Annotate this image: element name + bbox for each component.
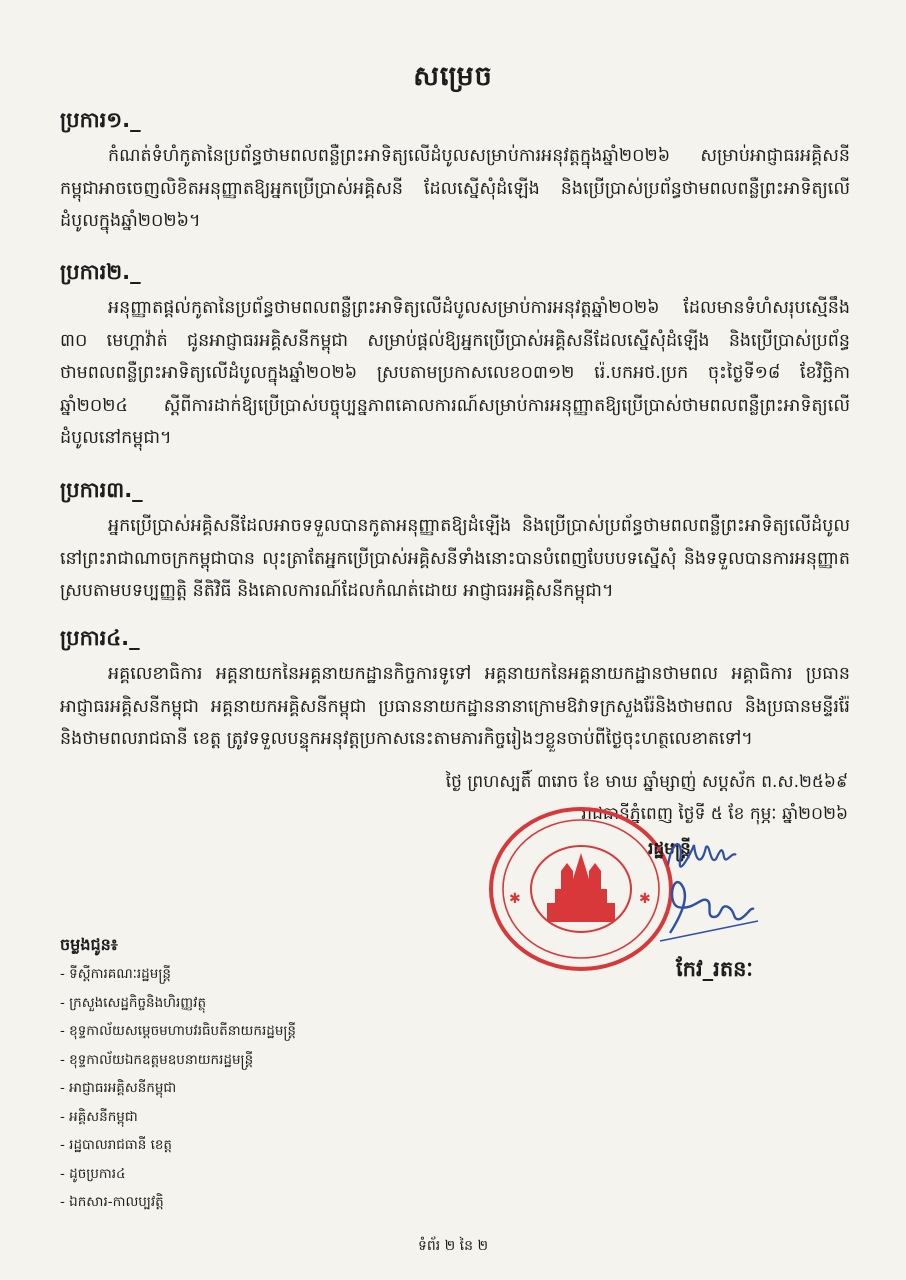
cc-list-section — [60, 930, 440, 1217]
article-heading: ប្រការ១._ — [60, 108, 141, 132]
page-number: ទំព័រ ២ នៃ ២ — [417, 1238, 489, 1254]
article-text: អ្នកប្រើប្រាស់អគ្គិសនីដែលអាចទទួលបានកូតាអនុញ្ញាតឱ្យដំឡើង និងប្រើប្រាស់ប្រព័ន្ធថាមពលពន្លឺព្រះអាទិត្យលើដំបូលនៅព្រះរាជាណាចក្រកម្ពុជាបាន លុះត្រាតែអ្នកប្រើប្រាស់អគ្គិសនីទាំងនោះបានបំពេញបែបបទស្នើសុំ និងទទួលបានការអនុញ្ញាតស្របតាមបទប្បញ្ញត្តិ នីតិវិធី និងគោលការណ៍ដែលកំណត់ដោយ អាជ្ញាធរអគ្គិសនីកម្ពុជា។ — [60, 516, 850, 601]
list-item: - ទីស្តីការគណៈរដ្ឋមន្ត្រី — [60, 966, 171, 982]
svg-text:✱: ✱ — [509, 891, 521, 907]
list-item: - ឯកសារ-កាលប្បវត្តិ — [60, 1194, 164, 1210]
cc-title: ចម្លងជូន៖ — [60, 935, 118, 954]
article-2 — [60, 256, 850, 455]
signer-name: កែវ_រតនៈ — [676, 957, 753, 981]
list-item: - ខុទ្ទកាល័យសម្តេចមហាបវរធិបតីនាយករដ្ឋមន្ត្រី — [60, 1023, 296, 1039]
signature — [650, 825, 760, 960]
list-item: - ខុទ្ទកាល័យឯកឧត្តមឧបនាយករដ្ឋមន្ត្រី — [60, 1051, 254, 1068]
article-heading: ប្រការ៣._ — [60, 478, 143, 502]
article-4 — [60, 622, 850, 756]
cc-list — [60, 960, 440, 1217]
article-3 — [60, 474, 850, 608]
svg-text:✱: ✱ — [639, 891, 651, 907]
article-1 — [60, 104, 850, 238]
document-title: សម្រេច — [413, 61, 493, 92]
solar-date: រាជធានីភ្នំពេញ ថ្ងៃទី ៥ ខែ កុម្ភៈ ឆ្នាំ២០២៦ — [581, 804, 848, 824]
article-text: អនុញ្ញាតផ្តល់កូតានៃប្រព័ន្ធថាមពលពន្លឺព្រះអាទិត្យលើដំបូលសម្រាប់ការអនុវត្តឆ្នាំ២០២៦ ដែលមានទំហំសរុបស្មើនឹង ៣០ មេហ្គាវ៉ាត់ ជូនអាជ្ញាធរអគ្គិសនីកម្ពុជា សម្រាប់ផ្តល់ឱ្យអ្នកប្រើប្រាស់អគ្គិសនីដែលស្នើសុំដំឡើង និងប្រើប្រាស់ប្រព័ន្ធថាមពលពន្លឺព្រះអាទិត្យលើដំបូលក្នុងឆ្នាំ២០២៦ ស្របតាមប្រកាសលេខ០៣១២ រ៉េ.បកអថ.ប្រក ចុះថ្ងៃទី១៨ ខែវិច្ឆិកា ឆ្នាំ២០២៤ ស្តីពីការដាក់ឱ្យប្រើប្រាស់បច្ចុប្បន្នភាពគោលការណ៍សម្រាប់ការអនុញ្ញាតឱ្យប្រើប្រាស់ថាមពលពន្លឺព្រះអាទិត្យលើដំបូលនៅកម្ពុជា។ — [60, 298, 850, 448]
article-text: កំណត់ទំហំកូតានៃប្រព័ន្ធថាមពលពន្លឺព្រះអាទិត្យលើដំបូលសម្រាប់ការអនុវត្តក្នុងឆ្នាំ២០២៦ សម្រាប់អាជ្ញាធរអគ្គិសនីកម្ពុជាអាចចេញលិខិតអនុញ្ញាតឱ្យអ្នកប្រើប្រាស់អគ្គិសនី ដែលស្នើសុំដំឡើង និងប្រើប្រាស់ប្រព័ន្ធថាមពលពន្លឺព្រះអាទិត្យលើដំបូលក្នុងឆ្នាំ២០២៦។ — [60, 146, 850, 231]
official-seal — [487, 805, 675, 973]
lunar-date: ថ្ងៃ ព្រហស្បតិ៍ ៣រោច ខែ មាឃ ឆ្នាំម្សាញ់ សប្តស័ក ព.ស.២៥៦៩ — [445, 772, 848, 792]
list-item: - រដ្ឋបាលរាជធានី ខេត្ត — [60, 1137, 173, 1153]
list-item: - អគ្គិសនីកម្ពុជា — [60, 1108, 138, 1125]
minister-label: រដ្ឋមន្ត្រី — [648, 839, 691, 859]
article-heading: ប្រការ២._ — [60, 260, 141, 284]
list-item: - ក្រសួងសេដ្ឋកិច្ចនិងហិរញ្ញវត្ថុ — [60, 994, 207, 1011]
list-item: - អាជ្ញាធរអគ្គិសនីកម្ពុជា — [60, 1080, 177, 1096]
list-item: - ដូចប្រការ៤ — [60, 1165, 126, 1182]
article-heading: ប្រការ៤._ — [60, 626, 140, 650]
article-text: អគ្គលេខាធិការ អគ្គនាយកនៃអគ្គនាយកដ្ឋានកិច្ចការទូទៅ អគ្គនាយកនៃអគ្គនាយកដ្ឋានថាមពល អគ្គាធិការ ប្រធានអាជ្ញាធរអគ្គិសនីកម្ពុជា អគ្គនាយកអគ្គិសនីកម្ពុជា ប្រធាននាយកដ្ឋាននានាក្រោមឱវាទក្រសួងរ៉ែនិងថាមពល និងប្រធានមន្ទីររ៉ែនិងថាមពលរាជធានី ខេត្ត ត្រូវទទួលបន្ទុកអនុវត្តប្រកាសនេះតាមភារកិច្ចរៀងៗខ្លួនចាប់ពីថ្ងៃចុះហត្ថលេខាតទៅ។ — [60, 664, 850, 749]
